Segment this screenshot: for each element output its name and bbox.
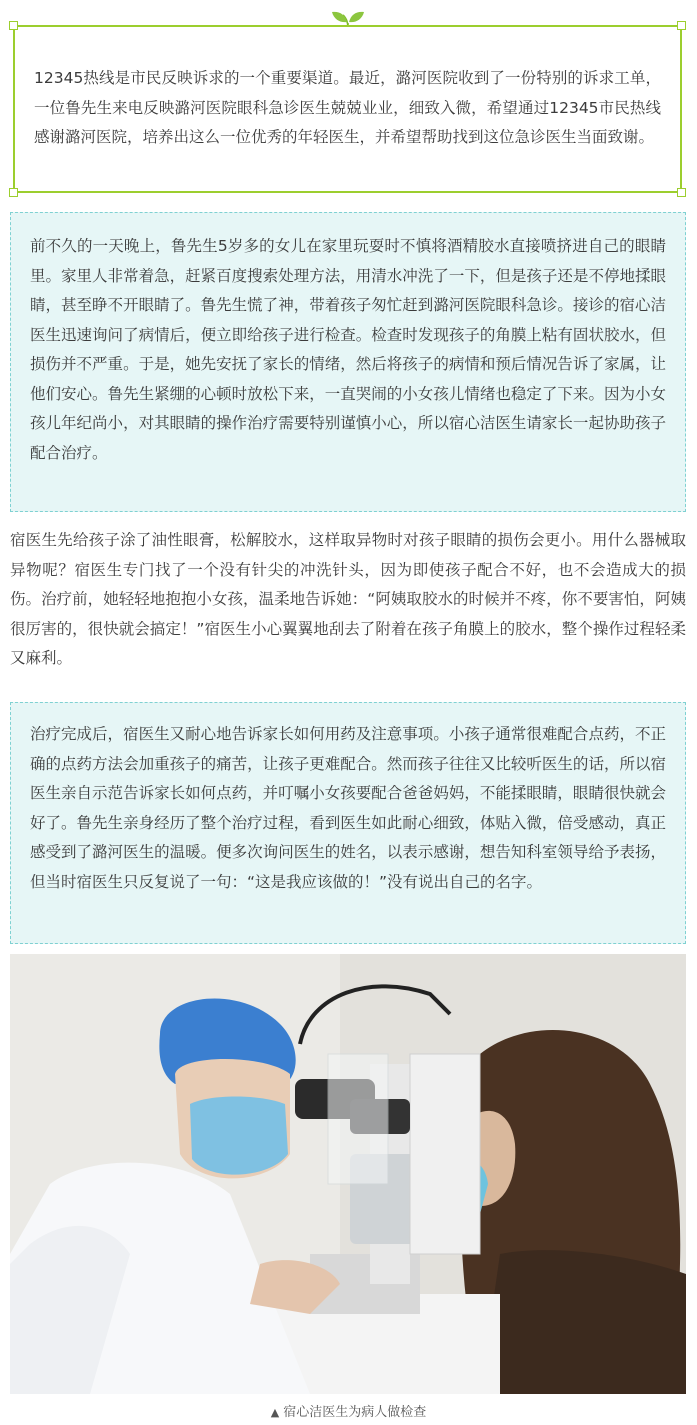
corner-square-decor bbox=[677, 188, 686, 197]
story-paragraph-2: 宿医生先给孩子涂了油性眼膏，松解胶水，这样取异物时对孩子眼睛的损伤会更小。用什么器械取异物呢？宿医生专门找了一个没有针尖的冲洗针头，因为即使孩子配合不好，也不会造成大的损伤。治疗前，她轻轻地抱抱小女孩，温柔地告诉她：“阿姨取胶水的时候并不疼，你不要害怕，阿姨很厉害的，很快就会搞定！”宿医生小心翼翼地刮去了附着在孩子角膜上的胶水，整个操作过程轻柔又麻利。 bbox=[10, 531, 686, 667]
story-paragraph-1: 前不久的一天晚上，鲁先生5岁多的女儿在家里玩耍时不慎将酒精胶水直接喷挤进自己的眼睛里。家里人非常着急，赶紧百度搜索处理方法，用清水冲洗了一下，但是孩子还是不停地揉眼睛，甚至睁不开眼睛了。鲁先生慌了神，带着孩子匆忙赶到潞河医院眼科急诊。接诊的宿心洁医生迅速询问了病情后，便立即给孩子进行检查。检查时发现孩子的角膜上粘有固状胶水，但损伤并不严重。于是，她先安抚了家长的情绪，然后将孩子的病情和预后情况告诉了家属，让他们安心。鲁先生紧绷的心顿时放松下来，一直哭闹的小女孩儿情绪也稳定了下来。因为小女孩儿年纪尚小，对其眼睛的操作治疗需要特别谨慎小心，所以宿心洁医生请家长一起协助孩子配合治疗。 bbox=[30, 237, 666, 462]
corner-square-decor bbox=[677, 21, 686, 30]
triangle-up-icon: ▲ bbox=[270, 1406, 280, 1419]
story-box-2 bbox=[10, 702, 686, 944]
exam-photo bbox=[10, 954, 686, 1394]
story-box-1 bbox=[10, 212, 686, 512]
corner-square-decor bbox=[9, 188, 18, 197]
story-paragraph-3: 治疗完成后，宿医生又耐心地告诉家长如何用药及注意事项。小孩子通常很难配合点药，不正确的点药方法会加重孩子的痛苦，让孩子更难配合。然而孩子往往又比较听医生的话，所以宿医生亲自示范告诉家长如何点药，并叮嘱小女孩要配合爸爸妈妈，不能揉眼睛，眼睛很快就会好了。鲁先生亲身经历了整个治疗过程，看到医生如此耐心细致，体贴入微，倍受感动，真正感受到了潞河医生的温暖。便多次询问医生的姓名，以表示感谢，想告知科室领导给予表扬，但当时宿医生只反复说了一句：“这是我应该做的！”没有说出自己的名字。 bbox=[30, 725, 666, 891]
intro-paragraph: 12345热线是市民反映诉求的一个重要渠道。最近，潞河医院收到了一份特别的诉求工单，一位鲁先生来电反映潞河医院眼科急诊医生兢兢业业，细致入微，希望通过12345市民热线感谢潞河医院，培养出这么一位优秀的年轻医生，并希望帮助找到这位急诊医生当面致谢。 bbox=[34, 69, 661, 146]
caption-text: 宿心洁医生为病人做检查 bbox=[283, 1405, 427, 1420]
photo-caption bbox=[0, 1404, 697, 1422]
intro-box bbox=[13, 25, 682, 193]
corner-square-decor bbox=[9, 21, 18, 30]
